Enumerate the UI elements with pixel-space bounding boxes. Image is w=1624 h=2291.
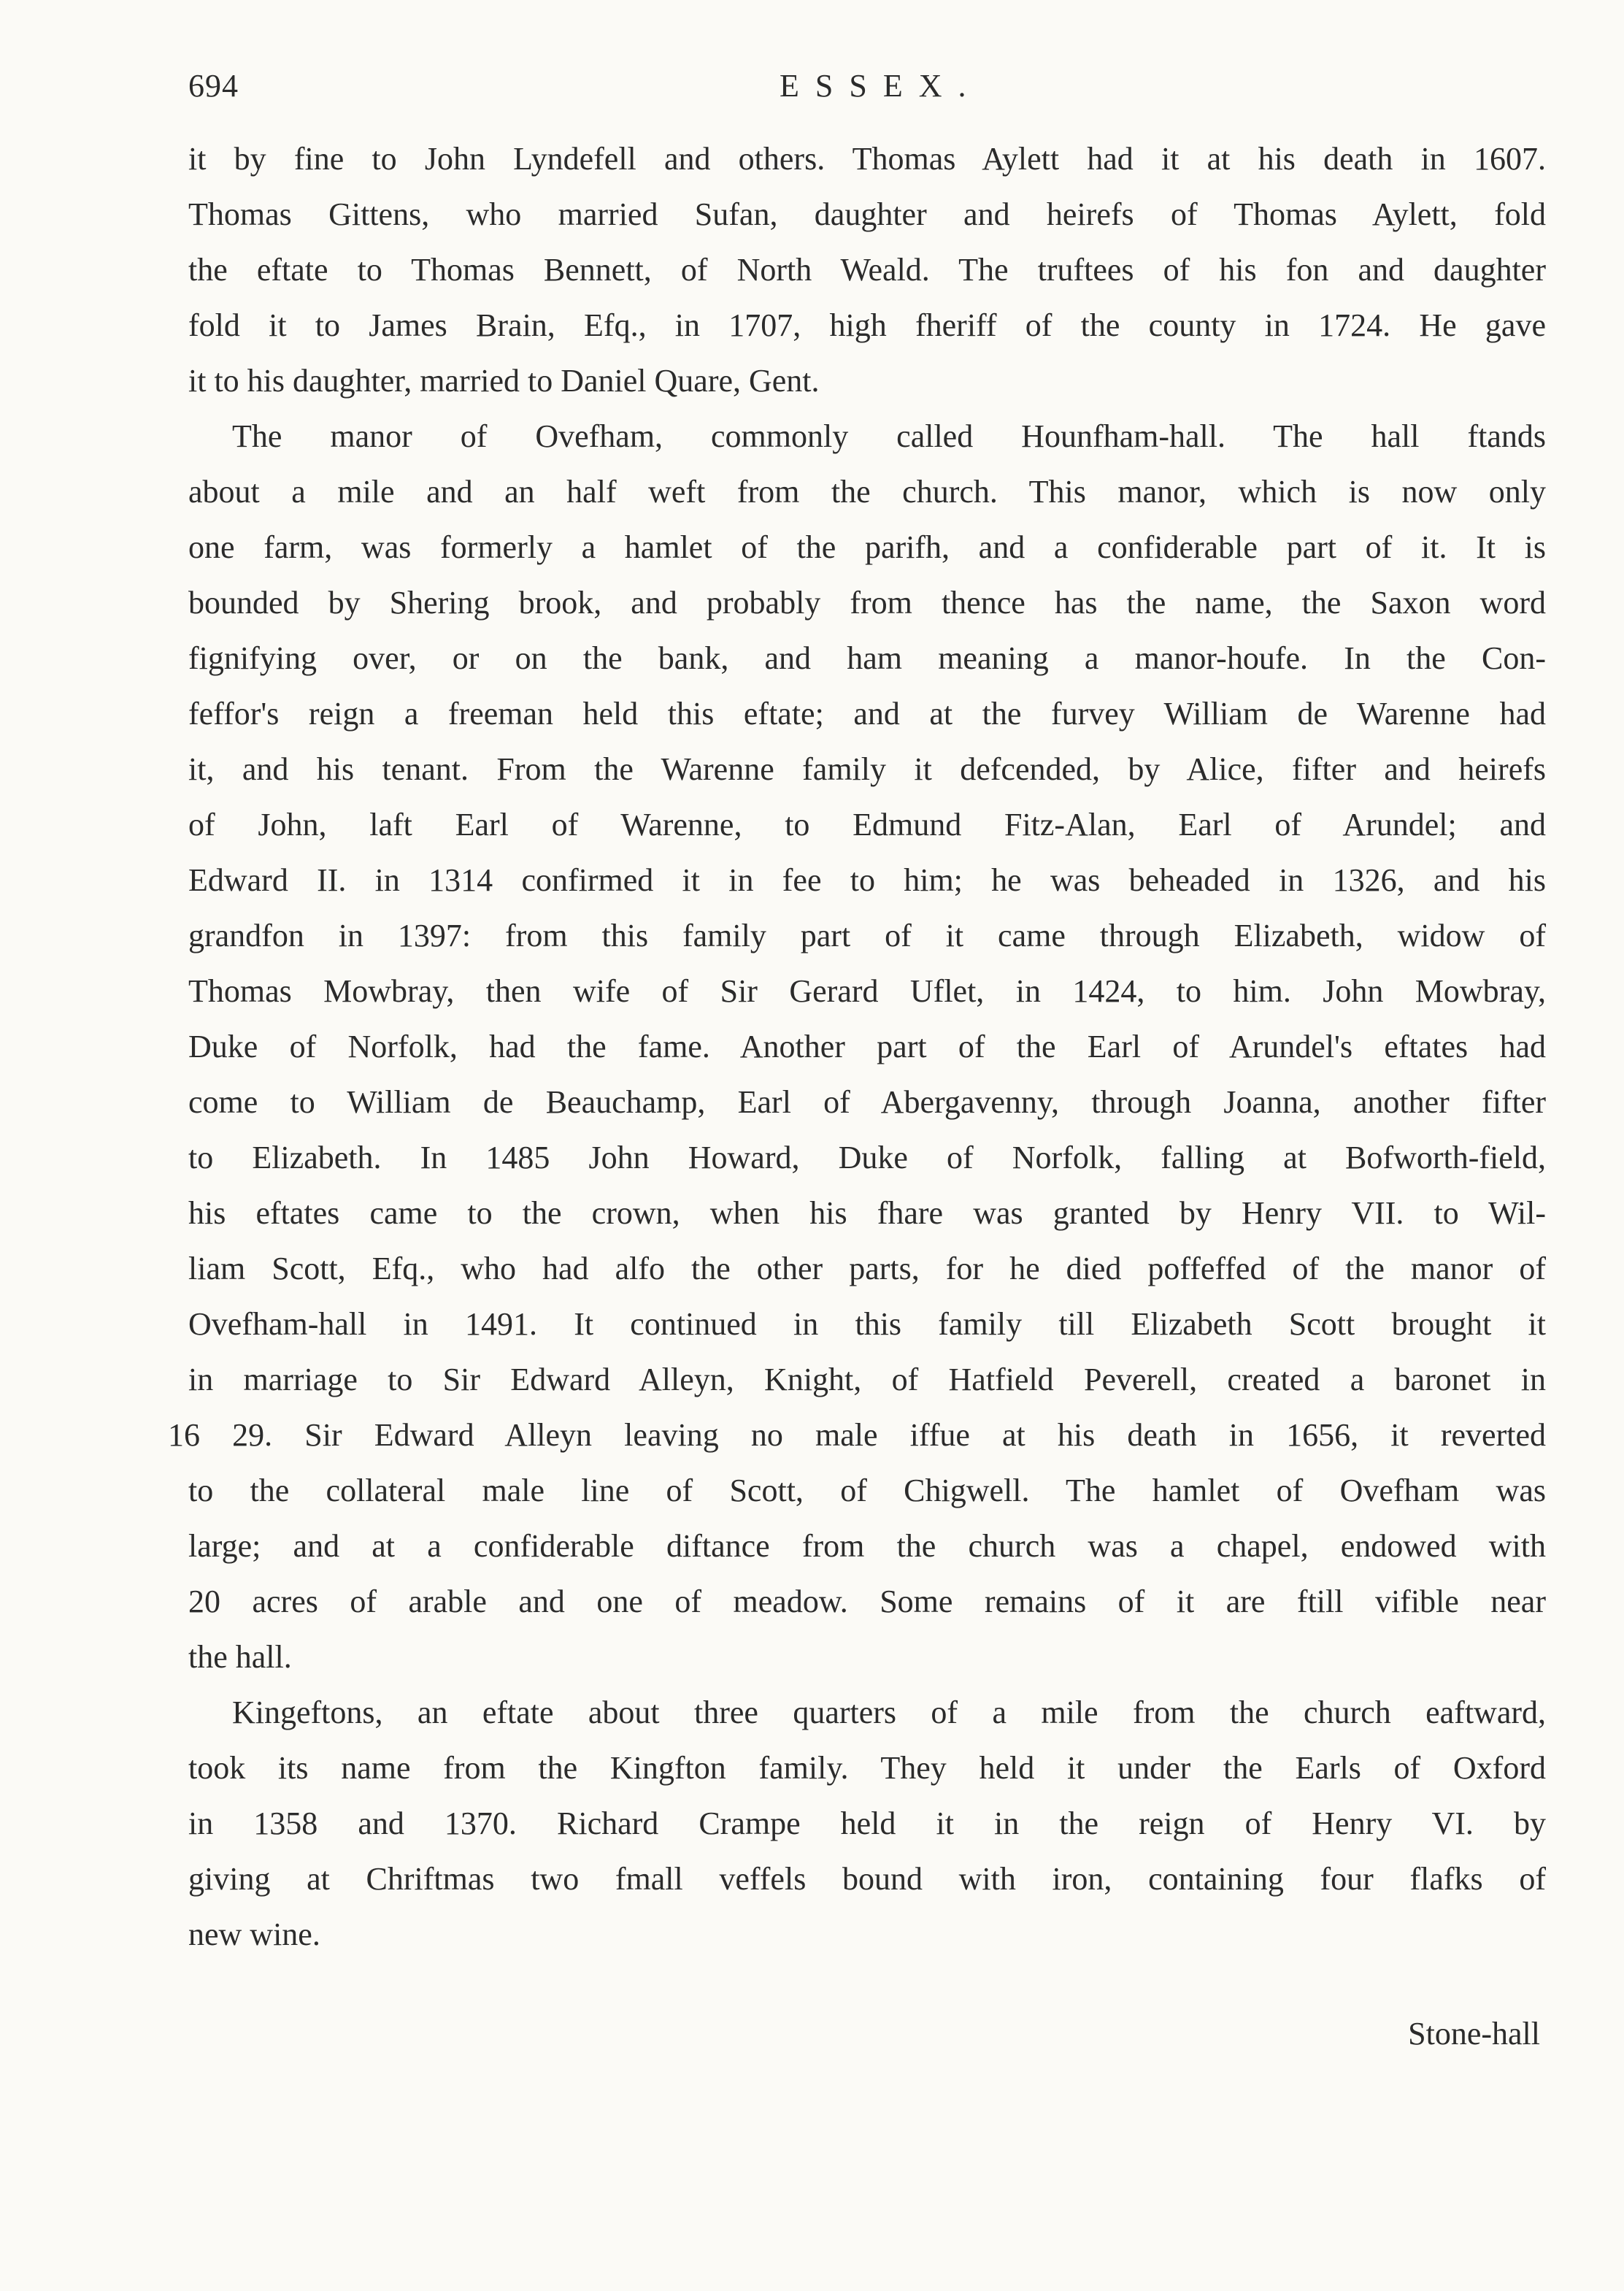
text-line: giving at Chriftmas two fmall veffels bound with iron, containing four flafks of xyxy=(188,1861,1546,1897)
catchword: Stone-hall xyxy=(1408,2016,1540,2052)
text-line: of John, laft Earl of Warenne, to Edmund Fitz-Alan, Earl of Arundel; and xyxy=(188,807,1546,843)
text-line: Kingeftons, an eftate about three quarters of a mile from the church eaftward, xyxy=(232,1695,1546,1730)
text-line: to the collateral male line of Scott, of Chigwell. The hamlet of Ovefham was xyxy=(188,1473,1546,1508)
text-line: 16 29. Sir Edward Alleyn leaving no male iffue at his death in 1656, it reverted xyxy=(168,1417,1546,1453)
text-line: one farm, was formerly a hamlet of the parifh, and a confiderable part of it. It is xyxy=(188,529,1546,565)
text-line: fold it to James Brain, Efq., in 1707, high fheriff of the county in 1724. He gave xyxy=(188,307,1546,343)
text-line: 20 acres of arable and one of meadow. Some remains of it are ftill vifible near xyxy=(188,1584,1546,1619)
page-header xyxy=(0,67,1624,118)
text-line: it, and his tenant. From the Warenne family it defcended, by Alice, fifter and heirefs xyxy=(188,751,1546,787)
body-text xyxy=(168,131,1546,1962)
text-line: feffor's reign a freeman held this eftate; and at the furvey William de Warenne had xyxy=(188,696,1546,732)
text-line: Thomas Mowbray, then wife of Sir Gerard Uflet, in 1424, to him. John Mowbray, xyxy=(188,973,1546,1009)
text-line: bounded by Shering brook, and probably from thence has the name, the Saxon word xyxy=(188,585,1546,621)
text-line: fignifying over, or on the bank, and ham meaning a manor-houfe. In the Con- xyxy=(188,640,1546,676)
text-line: The manor of Ovefham, commonly called Hounfham-hall. The hall ftands xyxy=(232,418,1546,454)
text-line: the eftate to Thomas Bennett, of North Weald. The truftees of his fon and daughter xyxy=(188,252,1546,288)
text-line: his eftates came to the crown, when his fhare was granted by Henry VII. to Wil- xyxy=(188,1195,1546,1231)
text-line: liam Scott, Efq., who had alfo the other parts, for he died poffeffed of the manor of xyxy=(188,1251,1546,1286)
text-line: in 1358 and 1370. Richard Crampe held it in the reign of Henry VI. by xyxy=(188,1805,1546,1841)
text-line: to Elizabeth. In 1485 John Howard, Duke of Norfolk, falling at Bofworth-field, xyxy=(188,1140,1546,1175)
text-line: grandfon in 1397: from this family part of it came through Elizabeth, widow of xyxy=(188,918,1546,953)
text-line: Edward II. in 1314 confirmed it in fee to him; he was beheaded in 1326, and his xyxy=(188,862,1546,898)
text-line: it to his daughter, married to Daniel Quare, Gent. xyxy=(188,363,820,399)
text-line: come to William de Beauchamp, Earl of Abergavenny, through Joanna, another fifter xyxy=(188,1084,1546,1120)
text-line: it by fine to John Lyndefell and others. Thomas Aylett had it at his death in 1607. xyxy=(188,141,1546,177)
page-number: 694 xyxy=(188,68,239,104)
text-line: new wine. xyxy=(188,1916,320,1952)
text-line: took its name from the Kingfton family. They held it under the Earls of Oxford xyxy=(188,1750,1546,1786)
text-line: large; and at a confiderable diftance from the church was a chapel, endowed with xyxy=(188,1528,1546,1564)
text-line: the hall. xyxy=(188,1639,292,1675)
text-line: about a mile and an half weft from the church. This manor, which is now only xyxy=(188,474,1546,510)
running-title: ESSEX. xyxy=(780,68,982,104)
text-line: Duke of Norfolk, had the fame. Another part of the Earl of Arundel's eftates had xyxy=(188,1029,1546,1064)
text-line: in marriage to Sir Edward Alleyn, Knight, of Hatfield Peverell, created a baronet in xyxy=(188,1362,1546,1397)
text-line: Thomas Gittens, who married Sufan, daughter and heirefs of Thomas Aylett, fold xyxy=(188,196,1546,232)
text-line: Ovefham-hall in 1491. It continued in this family till Elizabeth Scott brought it xyxy=(188,1306,1546,1342)
